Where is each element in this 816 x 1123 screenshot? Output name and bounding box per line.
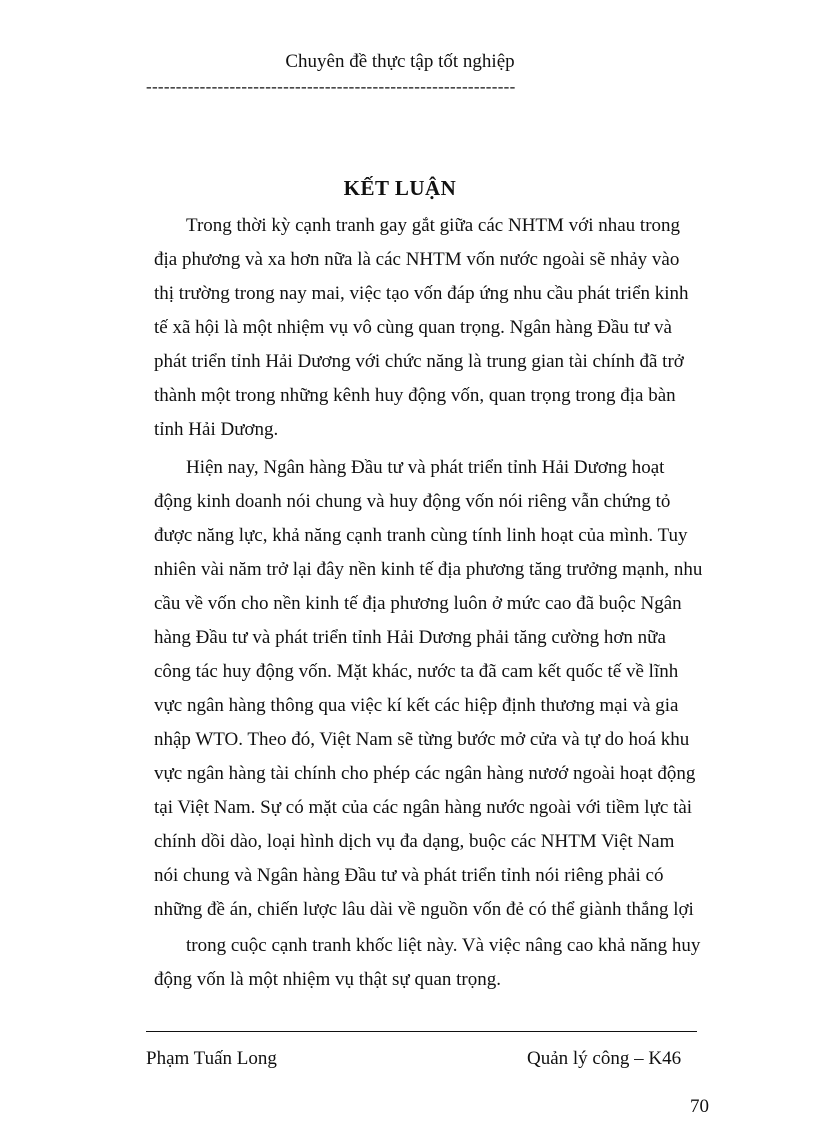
body-line: thành một trong những kênh huy động vốn, quan trọng trong địa bàn	[154, 385, 676, 406]
footer-author: Phạm Tuấn Long	[146, 1048, 277, 1069]
page-number: 70	[690, 1096, 709, 1117]
page-header-title: Chuyên đề thực tập tốt nghiệp	[285, 51, 515, 72]
body-line: động kinh doanh nói chung và huy động vốn nói riêng vẫn chứng tỏ	[154, 491, 671, 512]
body-line: Hiện nay, Ngân hàng Đầu tư và phát triển tỉnh Hải Dương hoạt	[186, 457, 665, 478]
body-line: tỉnh Hải Dương.	[154, 419, 279, 440]
footer-class: Quản lý công – K46	[527, 1048, 682, 1069]
header-dashed-rule: --------------------------------------------------------------	[146, 80, 516, 94]
body-line: những đề án, chiến lược lâu dài về nguồn vốn đẻ có thể giành thắng lợi	[154, 899, 694, 920]
body-line: vực ngân hàng tài chính cho phép các ngân hàng nươớ ngoài hoạt động	[154, 763, 696, 784]
body-line: hàng Đầu tư và phát triển tỉnh Hải Dương phải tăng cường hơn nữa	[154, 627, 666, 648]
body-line: chính dồi dào, loại hình dịch vụ đa dạng, buộc các NHTM Việt Nam	[154, 831, 675, 852]
body-line: thị trường trong nay mai, việc tạo vốn đáp ứng nhu cầu phát triển kinh	[154, 283, 689, 304]
body-line: trong cuộc cạnh tranh khốc liệt này. Và việc nâng cao khả năng huy	[186, 935, 701, 956]
body-line: nhiên vài năm trở lại đây nền kinh tế địa phương tăng trưởng mạnh, nhu	[154, 559, 703, 580]
body-line: phát triển tỉnh Hải Dương với chức năng là trung gian tài chính đã trở	[154, 351, 684, 372]
body-line: cầu về vốn cho nền kinh tế địa phương luôn ở mức cao đã buộc Ngân	[154, 593, 682, 614]
body-line: công tác huy động vốn. Mặt khác, nước ta đã cam kết quốc tế về lĩnh	[154, 661, 679, 682]
body-line: vực ngân hàng thông qua việc kí kết các hiệp định thương mại và gia	[154, 695, 679, 716]
body-line: nói chung và Ngân hàng Đầu tư và phát triển tỉnh nói riêng phải có	[154, 865, 664, 886]
body-line: động vốn là một nhiệm vụ thật sự quan trọng.	[154, 969, 501, 990]
footer-rule	[146, 1031, 697, 1032]
body-line: được năng lực, khả năng cạnh tranh cùng tính linh hoạt của mình. Tuy	[154, 525, 688, 546]
body-line: Trong thời kỳ cạnh tranh gay gắt giữa các NHTM với nhau trong	[186, 215, 681, 236]
body-line: tại Việt Nam. Sự có mặt của các ngân hàng nước ngoài với tiềm lực tài	[154, 797, 693, 818]
section-heading: KẾT LUẬN	[343, 176, 457, 200]
body-line: địa phương và xa hơn nữa là các NHTM vốn nước ngoài sẽ nhảy vào	[154, 249, 680, 270]
body-line: nhập WTO. Theo đó, Việt Nam sẽ từng bước mở cửa và tự do hoá khu	[154, 729, 690, 750]
body-line: tế xã hội là một nhiệm vụ vô cùng quan trọng. Ngân hàng Đầu tư và	[154, 317, 672, 338]
